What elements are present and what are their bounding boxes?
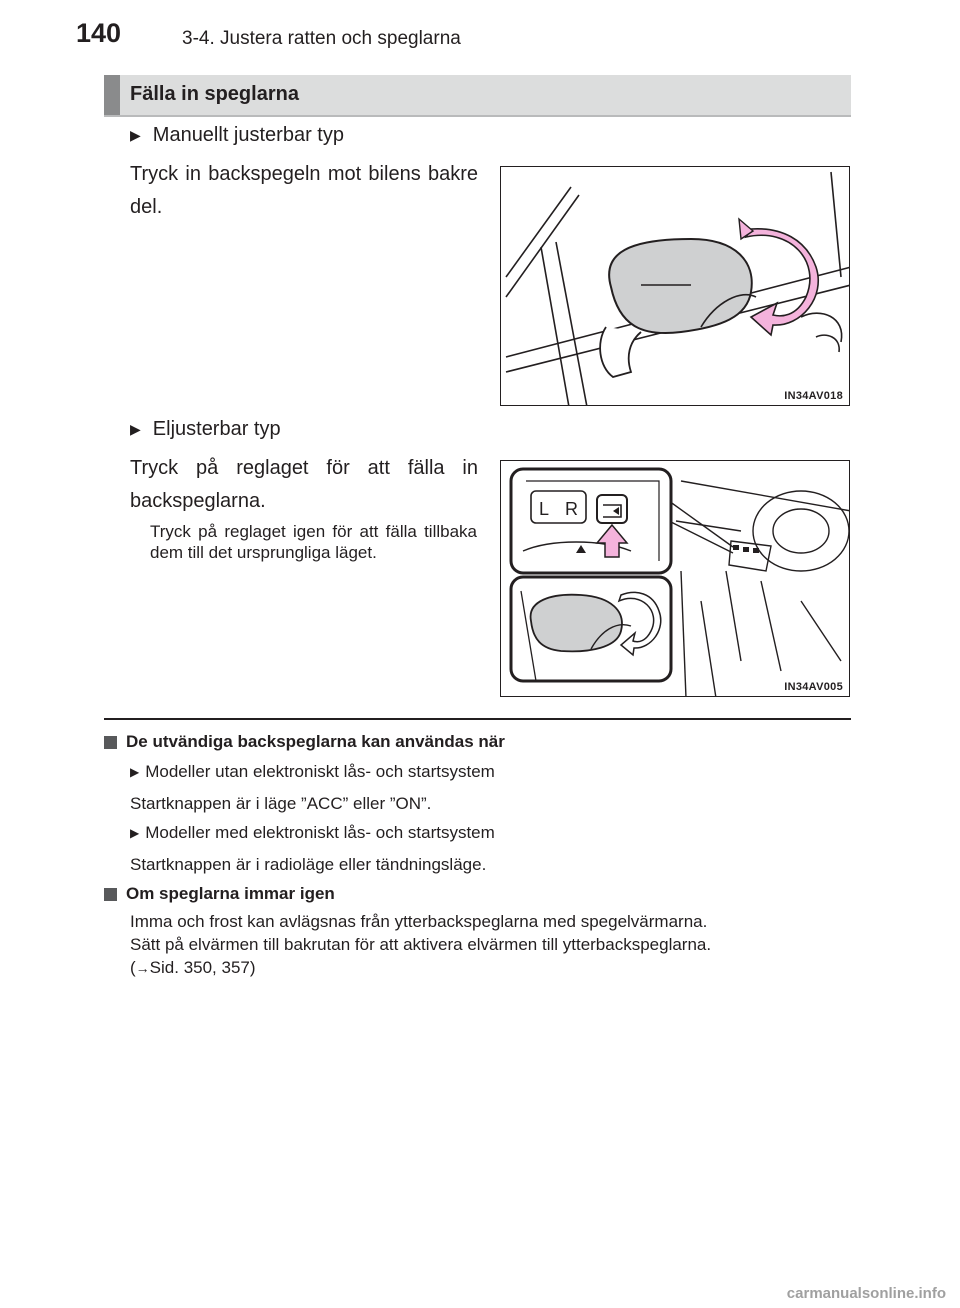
electric-type-heading-text: Eljusterbar typ bbox=[152, 418, 281, 440]
figure-code: IN34AV018 bbox=[784, 390, 843, 402]
page-number: 140 bbox=[76, 18, 122, 48]
note-heading-fog-text: Om speglarna immar igen bbox=[126, 884, 335, 903]
manual-mirror-illustration bbox=[501, 167, 850, 406]
section-title: Fälla in speglarna bbox=[130, 83, 299, 105]
note-sub-without-smart-key bbox=[130, 762, 495, 782]
watermark: carmanualsonline.info bbox=[786, 1285, 946, 1302]
manual-mirror-figure bbox=[500, 166, 850, 406]
page-reference[interactable] bbox=[130, 956, 860, 980]
switch-left-label: L bbox=[539, 499, 550, 519]
note-heading-fog bbox=[104, 884, 335, 904]
triangle-bullet-icon: ▶ bbox=[130, 421, 141, 437]
note-fog-line2: Sätt på elvärmen till bakrutan för att aktivera elvärmen till ytterbackspeglarna. bbox=[130, 935, 712, 954]
triangle-bullet-icon: ▶ bbox=[130, 765, 140, 779]
electric-mirror-figure bbox=[500, 460, 850, 697]
manual-instruction: Tryck in backspegeln mot bilens bakre del. bbox=[130, 163, 478, 218]
square-bullet-icon bbox=[104, 888, 117, 901]
section-divider bbox=[104, 718, 851, 720]
square-bullet-icon bbox=[104, 736, 117, 749]
chapter-title: 3-4. Justera ratten och speglarna bbox=[182, 28, 461, 49]
note-sub-without-smart-key-text: Modeller utan elektroniskt lås- och startsystem bbox=[145, 762, 495, 781]
electric-switch-illustration bbox=[501, 461, 850, 697]
note-sub-with-smart-key-text: Modeller med elektroniskt lås- och startsystem bbox=[145, 823, 495, 842]
section-heading-bar bbox=[104, 75, 851, 117]
arrow-right-icon: → bbox=[135, 960, 150, 976]
note-heading-usable-text: De utvändiga backspeglarna kan användas när bbox=[126, 732, 505, 751]
note-fog-paragraph bbox=[130, 910, 860, 980]
note-text-radio-ignition: Startknappen är i radioläge eller tändningsläge. bbox=[130, 855, 487, 874]
triangle-bullet-icon: ▶ bbox=[130, 826, 140, 840]
fold-switch-button bbox=[597, 495, 627, 523]
note-heading-usable bbox=[104, 732, 505, 752]
switch-right-label: R bbox=[565, 499, 578, 519]
reference-paren: ( bbox=[130, 958, 136, 977]
note-text-acc-on: Startknappen är i läge ”ACC” eller ”ON”. bbox=[130, 794, 432, 813]
electric-note: Tryck på reglaget igen för att fälla tillbaka dem till det ursprungliga läget. bbox=[150, 522, 477, 562]
manual-type-heading bbox=[130, 124, 344, 147]
figure-code: IN34AV005 bbox=[784, 681, 843, 693]
note-fog-line1: Imma och frost kan avlägsnas från ytterbackspeglarna med spegelvärmarna. bbox=[130, 912, 708, 931]
fold-arrow-icon bbox=[746, 229, 818, 335]
triangle-bullet-icon: ▶ bbox=[130, 127, 141, 143]
manual-type-heading-text: Manuellt justerbar typ bbox=[152, 124, 344, 146]
section-accent bbox=[104, 75, 120, 115]
mirror-housing-shape bbox=[609, 239, 752, 333]
electric-type-heading bbox=[130, 418, 281, 441]
electric-instruction: Tryck på reglaget för att fälla in backspeglarna. bbox=[130, 457, 478, 512]
note-sub-with-smart-key bbox=[130, 823, 495, 843]
reference-pages: Sid. 350, 357) bbox=[149, 958, 256, 977]
mirror-housing-shape bbox=[531, 595, 622, 652]
